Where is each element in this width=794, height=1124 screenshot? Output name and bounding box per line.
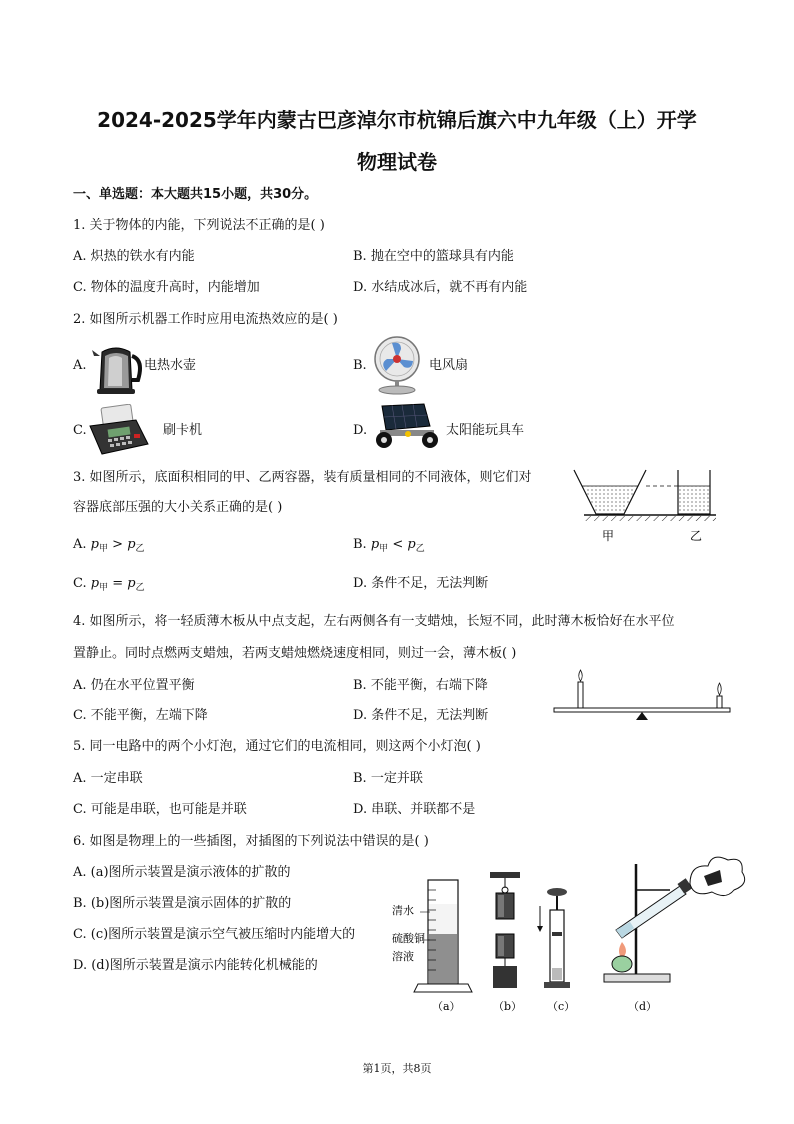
subscript-jia: 甲 xyxy=(99,583,109,593)
q6-experiments-figure xyxy=(390,850,750,1015)
q2-option-c-prefix: C. xyxy=(73,423,87,438)
q4-option-a: A. 仍在水平位置平衡 xyxy=(73,678,195,693)
section-header: 一、单选题：本大题共15小题，共30分。 xyxy=(73,187,318,202)
fig-caption-b: （b） xyxy=(493,1000,523,1013)
q4-option-d: D. 条件不足，无法判断 xyxy=(353,708,489,723)
q6-stem: 6. 如图是物理上的一些插图，对插图的下列说法中错误的是( ) xyxy=(73,834,429,849)
q4-stem-line1: 4. 如图所示，将一轻质薄木板从中点支起，左右两侧各有一支蜡烛，长短不同，此时薄木板恰好在水平位 xyxy=(73,614,675,629)
q1-option-d: D. 水结成冰后，就不再有内能 xyxy=(353,280,528,295)
pressure-symbol: p xyxy=(127,537,136,552)
fig-label-yi: 乙 xyxy=(690,529,703,543)
q5-option-b: B. 一定并联 xyxy=(353,771,423,786)
solar-toy-car-image xyxy=(368,402,446,452)
subscript-yi: 乙 xyxy=(135,583,145,593)
fig-c-compression-tube xyxy=(537,888,570,988)
q5-stem: 5. 同一电路中的两个小灯泡，通过它们的电流相同，则这两个小灯泡( ) xyxy=(73,739,481,754)
pressure-symbol: p xyxy=(370,537,380,552)
q3-option-a-prefix: A. xyxy=(73,537,87,552)
page-subtitle: 物理试卷 xyxy=(357,150,437,174)
q3-stem-line1: 3. 如图所示，底面积相同的甲、乙两容器，装有质量相同的不同液体，则它们对 xyxy=(73,470,532,485)
q3-option-c-prefix: C. xyxy=(73,576,87,591)
fig-caption-c: （c） xyxy=(547,1000,576,1013)
q2-option-d-label: 太阳能玩具车 xyxy=(446,423,525,438)
q4-lever-candle-figure xyxy=(552,668,732,728)
q2-option-c-label: 刷卡机 xyxy=(163,423,203,438)
fig-label-solution: 溶液 xyxy=(392,950,414,963)
subscript-jia: 甲 xyxy=(379,544,389,554)
pressure-symbol: p xyxy=(127,576,136,591)
fig-caption-d: （d） xyxy=(628,1000,658,1013)
card-reader-image xyxy=(86,404,152,456)
q6-option-a: A. (a)图所示装置是演示液体的扩散的 xyxy=(73,865,291,880)
q3-option-d: D. 条件不足，无法判断 xyxy=(353,576,489,591)
q2-stem: 2. 如图所示机器工作时应用电流热效应的是( ) xyxy=(73,312,338,327)
pressure-symbol: p xyxy=(90,576,100,591)
q4-stem-line2: 置静止。同时点燃两支蜡烛，若两支蜡烛燃烧速度相同，则过一会，薄木板( ) xyxy=(73,646,517,661)
electric-fan-image xyxy=(368,335,426,395)
pressure-symbol: p xyxy=(407,537,416,552)
q5-option-d: D. 串联、并联都不是 xyxy=(353,802,476,817)
fig-label-jia: 甲 xyxy=(602,529,615,543)
fig-d-steam-tube xyxy=(604,857,745,982)
q3-option-a xyxy=(73,536,145,558)
q2-option-a-label: 电热水壶 xyxy=(144,358,197,373)
q2-option-b-label: 电风扇 xyxy=(429,358,469,373)
q1-option-b: B. 抛在空中的篮球具有内能 xyxy=(353,249,514,264)
subscript-yi: 乙 xyxy=(135,544,145,554)
pressure-symbol: p xyxy=(90,537,99,552)
kettle-image xyxy=(88,338,144,396)
q6-option-c: C. (c)图所示装置是演示空气被压缩时内能增大的 xyxy=(73,927,356,942)
q6-option-b: B. (b)图所示装置是演示固体的扩散的 xyxy=(73,896,292,911)
q1-option-c: C. 物体的温度升高时，内能增加 xyxy=(73,280,260,295)
operator-gt: > xyxy=(112,537,124,552)
q3-option-b xyxy=(353,536,425,558)
q3-option-c xyxy=(73,575,145,597)
q3-option-b-prefix: B. xyxy=(353,537,367,552)
q1-option-a: A. 炽热的铁水有内能 xyxy=(73,249,195,264)
fig-b-lead-blocks xyxy=(490,872,520,988)
q3-containers-figure xyxy=(566,464,722,546)
q5-option-a: A. 一定串联 xyxy=(73,771,143,786)
q4-option-b: B. 不能平衡，右端下降 xyxy=(353,678,488,693)
subscript-yi: 乙 xyxy=(415,544,425,554)
fig-caption-a: （a） xyxy=(432,1000,461,1013)
page-title: 2024-2025学年内蒙古巴彦淖尔市杭锦后旗六中九年级（上）开学 xyxy=(97,108,697,132)
fig-label-water: 清水 xyxy=(392,904,414,917)
operator-lt: < xyxy=(392,537,404,552)
operator-eq: = xyxy=(112,576,124,591)
fig-label-cuso4: 硫酸铜 xyxy=(392,932,425,945)
page-footer: 第1页，共8页 xyxy=(362,1062,432,1075)
q6-option-d: D. (d)图所示装置是演示内能转化机械能的 xyxy=(73,958,318,973)
q1-stem: 1. 关于物体的内能，下列说法不正确的是( ) xyxy=(73,218,325,233)
q2-option-b-prefix: B. xyxy=(353,358,367,373)
q2-option-a-prefix: A. xyxy=(73,358,87,373)
subscript-jia: 甲 xyxy=(99,544,109,554)
q3-stem-line2: 容器底部压强的大小关系正确的是( ) xyxy=(73,500,283,515)
q2-option-d-prefix: D. xyxy=(353,423,368,438)
q4-option-c: C. 不能平衡，左端下降 xyxy=(73,708,208,723)
q5-option-c: C. 可能是串联，也可能是并联 xyxy=(73,802,247,817)
